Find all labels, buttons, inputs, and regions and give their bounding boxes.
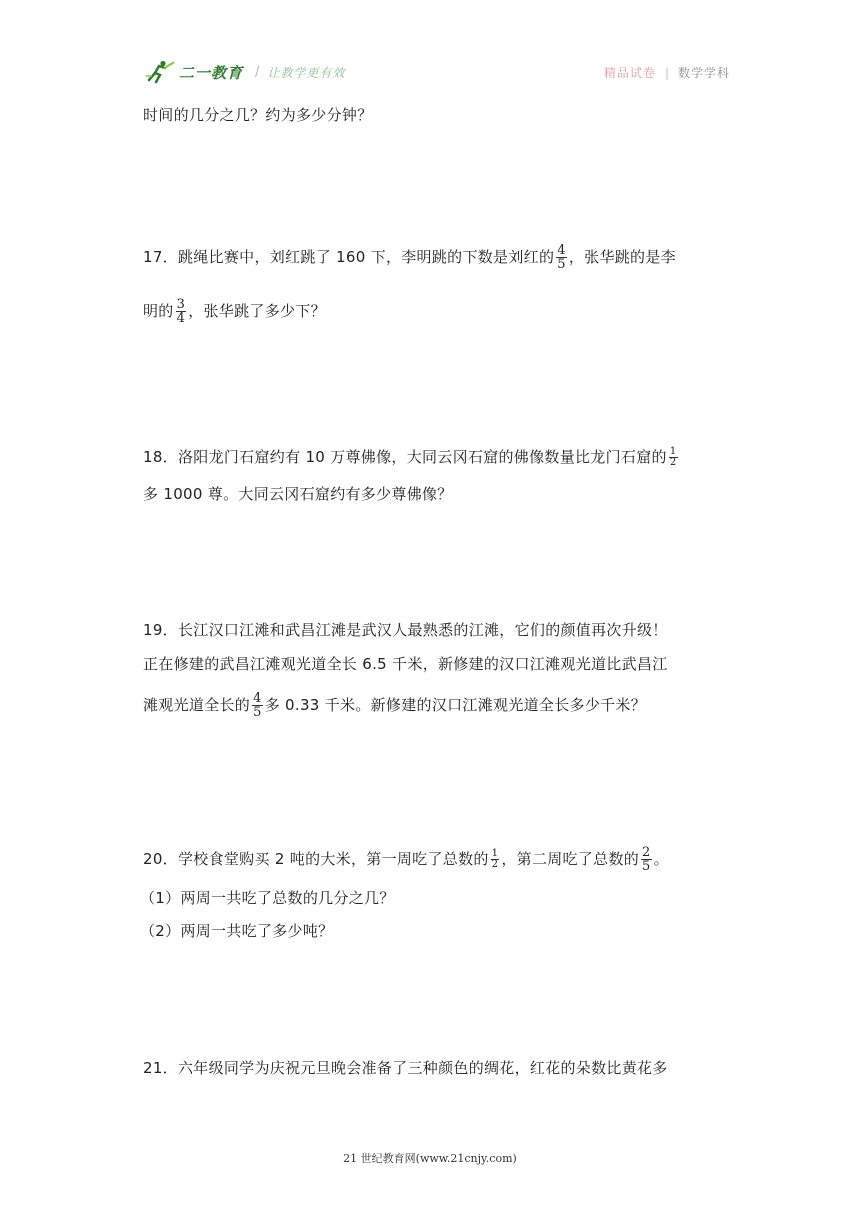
q19-line-3 bbox=[143, 692, 743, 719]
q20-text: 20．学校食堂购买 2 吨的大米，第一周吃了总数的 bbox=[143, 850, 489, 868]
fraction: $\frac{1}{2}$ bbox=[669, 446, 677, 468]
q18-line-2: 多 1000 尊。大同云冈石窟约有多少尊佛像？ bbox=[143, 485, 453, 503]
fraction: $\frac{2}{5}$ bbox=[642, 845, 651, 874]
q17-text: 17．跳绳比赛中，刘红跳了 160 下，李明跳的下数是刘红的 bbox=[143, 248, 555, 266]
q20-line-1 bbox=[143, 846, 743, 873]
fraction: $\frac{1}{2}$ bbox=[491, 848, 499, 870]
q16-continuation: 时间的几分之几？约为多少分钟？ bbox=[143, 106, 373, 124]
header-subject bbox=[604, 64, 730, 81]
q20-text: ，第二周吃了总数的 bbox=[501, 850, 640, 868]
header-divider: / bbox=[255, 64, 260, 80]
running-figure-icon bbox=[145, 60, 175, 84]
q18-text: 18．洛阳龙门石窟约有 10 万尊佛像，大同云冈石窟的佛像数量比龙门石窟的 bbox=[143, 448, 667, 466]
q20-text: 。 bbox=[653, 850, 669, 868]
fraction: $\frac{3}{4}$ bbox=[176, 297, 186, 326]
fraction: $\frac{4}{5}$ bbox=[253, 691, 262, 720]
page-header bbox=[145, 58, 730, 86]
q19-line-2: 正在修建的武昌江滩观光道全长 6.5 千米，新修建的汉口江滩观光道比武昌江 bbox=[143, 655, 668, 673]
header-label-subject: 数学学科 bbox=[677, 66, 730, 80]
q19-line-1: 19．长江汉口江滩和武昌江滩是武汉人最熟悉的江滩，它们的颜值再次升级！ bbox=[143, 621, 668, 639]
q19-text: 滩观光道全长的 bbox=[143, 696, 251, 714]
q20-sub-2: （2）两周一共吃了多少吨？ bbox=[140, 922, 334, 940]
q17-text: 明的 bbox=[143, 302, 174, 320]
q18-line-1 bbox=[143, 445, 743, 469]
q17-text: ，张华跳的是李 bbox=[568, 248, 676, 266]
logo bbox=[145, 58, 345, 86]
q19-text: 多 0.33 千米。新修建的汉口江滩观光道全长多少千米？ bbox=[264, 696, 647, 714]
q17-text: ，张华跳了多少下？ bbox=[188, 302, 326, 320]
logo-text: 二一教育 bbox=[179, 63, 244, 82]
q20-sub-1: （1）两周一共吃了总数的几分之几？ bbox=[140, 889, 395, 907]
q21-line-1: 21．六年级同学为庆祝元旦晚会准备了三种颜色的绸花，红花的朵数比黄花多 bbox=[143, 1059, 668, 1077]
page-footer: 21 世纪教育网(www.21cnjy.com) bbox=[343, 1152, 517, 1165]
header-separator: | bbox=[664, 65, 669, 80]
header-label-premium: 精品试卷 bbox=[603, 66, 656, 80]
q17-line-1 bbox=[143, 244, 743, 271]
logo-slogan: 让教学更有效 bbox=[267, 65, 346, 80]
q17-line-2 bbox=[143, 298, 743, 325]
fraction: $\frac{4}{5}$ bbox=[557, 243, 566, 272]
